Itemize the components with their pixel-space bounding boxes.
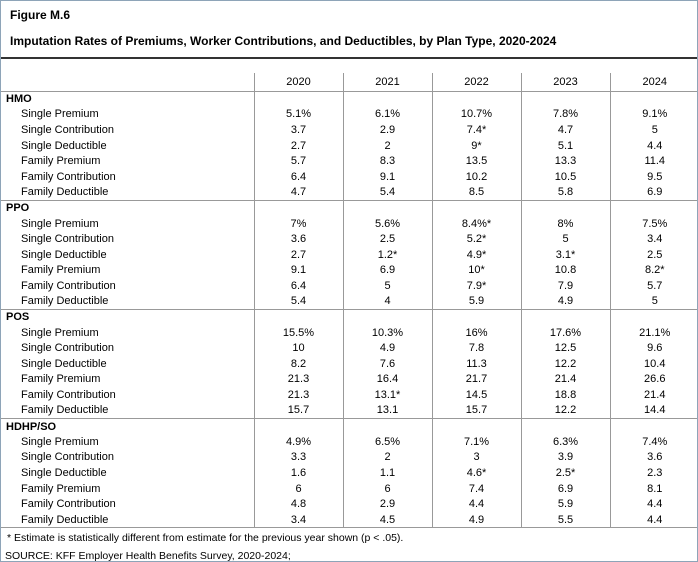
value-cell: 10.8: [521, 263, 610, 279]
value-cell: 2: [343, 138, 432, 154]
value-cell: 10.4: [610, 356, 698, 372]
value-cell: 4.9: [343, 341, 432, 357]
value-cell: 7.4: [432, 481, 521, 497]
value-cell: 13.1*: [343, 387, 432, 403]
value-cell: 8.2: [254, 356, 343, 372]
section-header-row: [1, 200, 698, 216]
table-row: [1, 434, 698, 450]
value-cell: 13.5: [432, 153, 521, 169]
value-cell: 17.6%: [521, 325, 610, 341]
value-cell: 7.4%: [610, 434, 698, 450]
row-label: Single Contribution: [21, 451, 114, 464]
value-cell: 8.3: [343, 153, 432, 169]
value-cell: 6.9: [610, 185, 698, 201]
value-cell: 7.8: [432, 341, 521, 357]
value-cell: 4.4: [610, 496, 698, 512]
value-cell: 5.7: [254, 153, 343, 169]
value-cell: 6.9: [521, 481, 610, 497]
section-name: PPO: [1, 200, 254, 216]
value-cell: 5.1: [521, 138, 610, 154]
value-cell: 10.2: [432, 169, 521, 185]
table-row: [1, 169, 698, 185]
table-row: [1, 247, 698, 263]
value-cell: 4.7: [254, 185, 343, 201]
year-header-2022: 2022: [432, 73, 521, 91]
row-label: Family Contribution: [21, 498, 116, 511]
value-cell: 5.7: [610, 278, 698, 294]
value-cell: 5.6%: [343, 216, 432, 232]
value-cell: 6.4: [254, 169, 343, 185]
value-cell: 16.4: [343, 372, 432, 388]
footnote: * Estimate is statistically different from estimate for the previous year shown (p < .05).: [7, 532, 404, 545]
table-row: [1, 356, 698, 372]
value-cell: 1.1: [343, 465, 432, 481]
row-label: Family Premium: [21, 373, 101, 386]
value-cell: 21.3: [254, 372, 343, 388]
value-cell: 2.7: [254, 138, 343, 154]
table-row: [1, 450, 698, 466]
value-cell: 2.5: [610, 247, 698, 263]
section-empty-cell: [521, 418, 610, 434]
value-cell: 10: [254, 341, 343, 357]
value-cell: 3.6: [254, 231, 343, 247]
value-cell: 7.9: [521, 278, 610, 294]
value-cell: 5: [343, 278, 432, 294]
section-empty-cell: [610, 91, 698, 107]
value-cell: 3.9: [521, 450, 610, 466]
value-cell: 21.7: [432, 372, 521, 388]
row-label: Family Deductible: [21, 404, 109, 417]
value-cell: 11.4: [610, 153, 698, 169]
table-row: [1, 341, 698, 357]
row-label: Family Deductible: [21, 186, 109, 199]
table-row: [1, 138, 698, 154]
value-cell: 4.9: [521, 294, 610, 310]
value-cell: 7.1%: [432, 434, 521, 450]
page-title: Imputation Rates of Premiums, Worker Contributions, and Deductibles, by Plan Type, 2020-2024: [10, 34, 557, 48]
table-row: [1, 278, 698, 294]
value-cell: 3.6: [610, 450, 698, 466]
value-cell: 18.8: [521, 387, 610, 403]
value-cell: 3.4: [610, 231, 698, 247]
value-cell: 2: [343, 450, 432, 466]
value-cell: 9.6: [610, 341, 698, 357]
value-cell: 9.5: [610, 169, 698, 185]
value-cell: 7%: [254, 216, 343, 232]
value-cell: 7.5%: [610, 216, 698, 232]
year-header-2024: 2024: [610, 73, 698, 91]
section-empty-cell: [343, 91, 432, 107]
value-cell: 3.1*: [521, 247, 610, 263]
value-cell: 5.1%: [254, 107, 343, 123]
value-cell: 9.1%: [610, 107, 698, 123]
row-label: Family Contribution: [21, 389, 116, 402]
value-cell: 5.9: [432, 294, 521, 310]
imputation-rates-table: [1, 73, 698, 528]
value-cell: 9.1: [254, 263, 343, 279]
value-cell: 12.2: [521, 403, 610, 419]
table-row: [1, 107, 698, 123]
section-empty-cell: [254, 418, 343, 434]
row-label: Family Deductible: [21, 295, 109, 308]
row-label: Single Contribution: [21, 342, 114, 355]
value-cell: 21.4: [521, 372, 610, 388]
section-name: POS: [1, 309, 254, 325]
row-label: Single Contribution: [21, 123, 114, 136]
value-cell: 2.9: [343, 122, 432, 138]
value-cell: 4.9: [432, 512, 521, 528]
value-cell: 4: [343, 294, 432, 310]
value-cell: 6.4: [254, 278, 343, 294]
value-cell: 7.8%: [521, 107, 610, 123]
section-name: HDHP/SO: [1, 418, 254, 434]
value-cell: 9*: [432, 138, 521, 154]
row-label: Family Contribution: [21, 170, 116, 183]
value-cell: 10*: [432, 263, 521, 279]
value-cell: 8.4%*: [432, 216, 521, 232]
table-row: [1, 325, 698, 341]
section-empty-cell: [254, 309, 343, 325]
section-empty-cell: [343, 418, 432, 434]
value-cell: 2.7: [254, 247, 343, 263]
section-empty-cell: [432, 200, 521, 216]
value-cell: 4.9%: [254, 434, 343, 450]
row-label: Single Contribution: [21, 233, 114, 246]
figure-label: Figure M.6: [10, 8, 71, 22]
value-cell: 5.5: [521, 512, 610, 528]
value-cell: 21.1%: [610, 325, 698, 341]
value-cell: 12.5: [521, 341, 610, 357]
value-cell: 5.4: [343, 185, 432, 201]
value-cell: 15.7: [254, 403, 343, 419]
value-cell: 3.7: [254, 122, 343, 138]
section-empty-cell: [432, 309, 521, 325]
year-header-2020: 2020: [254, 73, 343, 91]
value-cell: 10.5: [521, 169, 610, 185]
row-label: Family Premium: [21, 482, 101, 495]
value-cell: 5: [610, 122, 698, 138]
row-label: Single Deductible: [21, 139, 107, 152]
value-cell: 4.8: [254, 496, 343, 512]
value-cell: 8%: [521, 216, 610, 232]
year-header-2023: 2023: [521, 73, 610, 91]
section-empty-cell: [610, 200, 698, 216]
section-header-row: [1, 418, 698, 434]
section-header-row: [1, 309, 698, 325]
value-cell: 4.4: [432, 496, 521, 512]
title-block: [1, 1, 697, 59]
value-cell: 6.3%: [521, 434, 610, 450]
table-row: [1, 294, 698, 310]
section-empty-cell: [254, 91, 343, 107]
value-cell: 2.5*: [521, 465, 610, 481]
value-cell: 3.3: [254, 450, 343, 466]
value-cell: 12.2: [521, 356, 610, 372]
value-cell: 10.7%: [432, 107, 521, 123]
row-label: Single Deductible: [21, 357, 107, 370]
value-cell: 11.3: [432, 356, 521, 372]
section-empty-cell: [610, 418, 698, 434]
row-label: Family Contribution: [21, 279, 116, 292]
section-empty-cell: [610, 309, 698, 325]
value-cell: 5.9: [521, 496, 610, 512]
row-label: Single Premium: [21, 217, 99, 230]
section-empty-cell: [521, 200, 610, 216]
source-line: SOURCE: KFF Employer Health Benefits Survey, 2020-2024;: [5, 550, 291, 562]
table-row: [1, 372, 698, 388]
year-header-2021: 2021: [343, 73, 432, 91]
table-row: [1, 216, 698, 232]
value-cell: 4.4: [610, 512, 698, 528]
value-cell: 8.5: [432, 185, 521, 201]
value-cell: 5: [521, 231, 610, 247]
value-cell: 21.4: [610, 387, 698, 403]
row-label: Single Premium: [21, 435, 99, 448]
value-cell: 2.3: [610, 465, 698, 481]
row-label: Family Premium: [21, 155, 101, 168]
table-row: [1, 185, 698, 201]
value-cell: 6.1%: [343, 107, 432, 123]
value-cell: 13.3: [521, 153, 610, 169]
value-cell: 5.2*: [432, 231, 521, 247]
section-empty-cell: [254, 200, 343, 216]
value-cell: 16%: [432, 325, 521, 341]
value-cell: 7.6: [343, 356, 432, 372]
value-cell: 5.8: [521, 185, 610, 201]
value-cell: 2.9: [343, 496, 432, 512]
section-empty-cell: [343, 200, 432, 216]
section-empty-cell: [521, 91, 610, 107]
table-row: [1, 231, 698, 247]
row-label: Single Premium: [21, 108, 99, 121]
value-cell: 2.5: [343, 231, 432, 247]
table-row: [1, 122, 698, 138]
value-cell: 6: [343, 481, 432, 497]
value-cell: 4.6*: [432, 465, 521, 481]
section-empty-cell: [432, 418, 521, 434]
table-row: [1, 403, 698, 419]
value-cell: 5.4: [254, 294, 343, 310]
value-cell: 1.2*: [343, 247, 432, 263]
value-cell: 3.4: [254, 512, 343, 528]
table-corner-cell: [1, 73, 254, 91]
value-cell: 3: [432, 450, 521, 466]
value-cell: 5: [610, 294, 698, 310]
section-empty-cell: [521, 309, 610, 325]
value-cell: 14.4: [610, 403, 698, 419]
value-cell: 4.5: [343, 512, 432, 528]
table-row: [1, 465, 698, 481]
value-cell: 15.7: [432, 403, 521, 419]
row-label: Family Deductible: [1, 512, 254, 528]
value-cell: 8.2*: [610, 263, 698, 279]
section-name: HMO: [1, 91, 254, 107]
section-empty-cell: [343, 309, 432, 325]
value-cell: 10.3%: [343, 325, 432, 341]
value-cell: 14.5: [432, 387, 521, 403]
row-label: Family Premium: [21, 264, 101, 277]
value-cell: 4.4: [610, 138, 698, 154]
table-row: [1, 263, 698, 279]
value-cell: 6.5%: [343, 434, 432, 450]
table-row: [1, 481, 698, 497]
row-label: Single Deductible: [21, 248, 107, 261]
value-cell: 4.7: [521, 122, 610, 138]
value-cell: 7.9*: [432, 278, 521, 294]
value-cell: 8.1: [610, 481, 698, 497]
year-header-row: [1, 73, 698, 91]
value-cell: 1.6: [254, 465, 343, 481]
table-row: [1, 496, 698, 512]
value-cell: 26.6: [610, 372, 698, 388]
value-cell: 4.9*: [432, 247, 521, 263]
value-cell: 21.3: [254, 387, 343, 403]
value-cell: 15.5%: [254, 325, 343, 341]
value-cell: 7.4*: [432, 122, 521, 138]
section-header-row: [1, 91, 698, 107]
section-empty-cell: [432, 91, 521, 107]
row-label: Single Premium: [21, 326, 99, 339]
table-row: [1, 153, 698, 169]
table-row: [1, 512, 698, 528]
value-cell: 13.1: [343, 403, 432, 419]
value-cell: 6.9: [343, 263, 432, 279]
row-label: Single Deductible: [21, 467, 107, 480]
table-row: [1, 387, 698, 403]
value-cell: 6: [254, 481, 343, 497]
value-cell: 9.1: [343, 169, 432, 185]
